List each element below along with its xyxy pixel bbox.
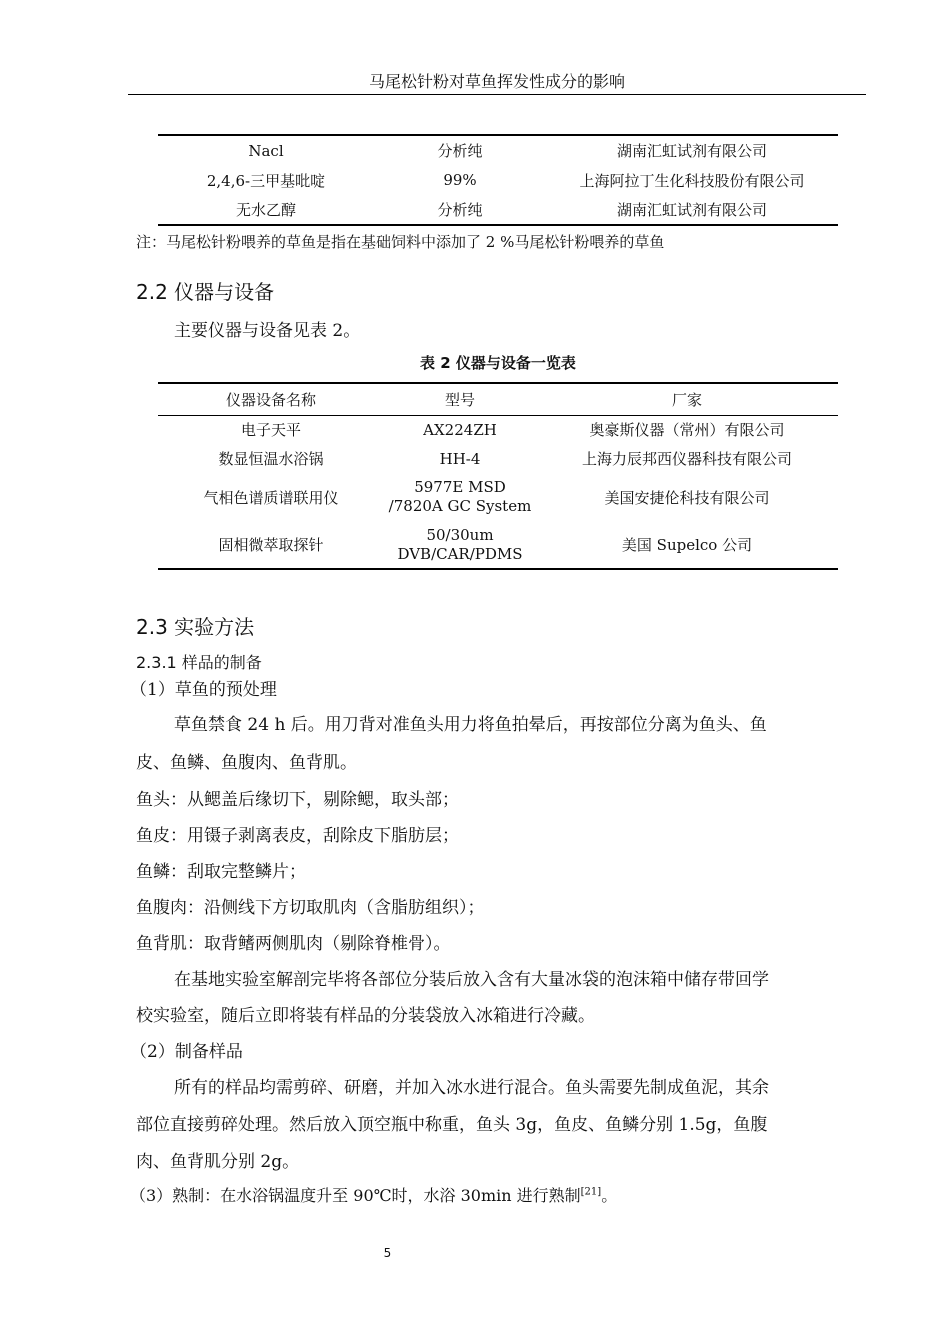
list-item: 鱼头：从鳃盖后缘切下，剔除鳃，取头部； — [136, 790, 459, 810]
equipment-model — [384, 521, 536, 569]
equipment-name: 数显恒温水浴锅 — [218, 450, 324, 468]
item-text-end: 。 — [601, 1186, 618, 1205]
reagent-name: 2,4,6-三甲基吡啶 — [206, 171, 326, 190]
column-header: 厂家 — [671, 390, 702, 409]
list-item: 鱼皮：用镊子剥离表皮，刮除皮下脂肪层； — [136, 826, 459, 846]
section-heading: 2.3 实验方法 — [136, 615, 255, 639]
paragraph: 部位直接剪碎处理。然后放入顶空瓶中称重，鱼头 3g，鱼皮、鱼鳞分别 1.5g，鱼腹 — [136, 1115, 768, 1135]
reagent-table — [158, 134, 838, 226]
table-row — [158, 165, 838, 195]
table-row — [158, 135, 838, 165]
equipment-maker: 奥豪斯仪器（常州）有限公司 — [589, 421, 785, 440]
table-row — [158, 521, 838, 569]
paragraph: 皮、鱼鳞、鱼腹肉、鱼背肌。 — [136, 753, 357, 773]
section-heading: 2.2 仪器与设备 — [136, 280, 275, 304]
list-item: （2）制备样品 — [130, 1042, 243, 1062]
equipment-name: 固相微萃取探针 — [218, 536, 324, 554]
subsection-heading: 2.3.1 样品的制备 — [136, 653, 262, 672]
page-number: 5 — [383, 1246, 392, 1260]
reagent-name: 无水乙醇 — [235, 201, 296, 219]
equipment-model — [384, 473, 536, 521]
citation: [21] — [580, 1186, 602, 1198]
model-line: 50/30um — [426, 525, 494, 544]
list-item — [130, 1183, 856, 1206]
page-header: 马尾松针粉对草鱼挥发性成分的影响 — [128, 72, 866, 95]
equipment-model: HH-4 — [439, 449, 481, 468]
paragraph: 主要仪器与设备见表 2。 — [174, 321, 361, 341]
item-text: （3）熟制：在水浴锅温度升至 90℃时，水浴 30min 进行熟制 — [130, 1186, 581, 1205]
reagent-supplier: 湖南汇虹试剂有限公司 — [616, 142, 767, 160]
paragraph: 在基地实验室解剖完毕将各部位分装后放入含有大量冰袋的泡沫箱中储存带回学 — [174, 970, 769, 990]
model-line: /7820A GC System — [388, 497, 532, 515]
equipment-maker: 上海力辰邦西仪器科技有限公司 — [581, 450, 792, 468]
paragraph: 草鱼禁食 24 h 后。用刀背对准鱼头用力将鱼拍晕后，再按部位分离为鱼头、鱼 — [174, 715, 767, 735]
table-row — [158, 195, 838, 225]
list-item: 鱼腹肉：沿侧线下方切取肌肉（含脂肪组织）； — [136, 898, 485, 918]
table-row — [158, 415, 838, 444]
model-line: DVB/CAR/PDMS — [397, 544, 523, 563]
paragraph: 校实验室，随后立即将装有样品的分装袋放入冰箱进行冷藏。 — [136, 1006, 595, 1026]
reagent-name: Nacl — [248, 141, 284, 160]
equipment-model: AX224ZH — [423, 420, 497, 439]
list-item: 鱼鳞：刮取完整鳞片； — [136, 862, 306, 882]
equipment-table — [158, 382, 838, 570]
equipment-name: 气相色谱质谱联用仪 — [203, 488, 339, 507]
reagent-grade: 99% — [443, 171, 477, 189]
model-line: 5977E MSD — [414, 478, 506, 496]
table-header-row — [158, 383, 838, 415]
table-row — [158, 473, 838, 521]
equipment-name: 电子天平 — [240, 421, 301, 440]
table-note: 注：马尾松针粉喂养的草鱼是指在基础饲料中添加了 2 %马尾松针粉喂养的草鱼 — [136, 233, 665, 251]
table-row — [158, 444, 838, 473]
reagent-grade: 分析纯 — [437, 142, 483, 160]
paragraph: 肉、鱼背肌分别 2g。 — [136, 1152, 300, 1172]
list-item: 鱼背肌：取背鳍两侧肌肉（剔除脊椎骨）。 — [136, 934, 451, 954]
column-header: 仪器设备名称 — [225, 390, 316, 409]
equipment-maker: 美国 Supelco 公司 — [621, 536, 753, 554]
reagent-supplier: 上海阿拉丁生化科技股份有限公司 — [579, 171, 805, 190]
list-item: （1）草鱼的预处理 — [130, 680, 277, 700]
table-caption: 表 2 仪器与设备一览表 — [420, 354, 576, 372]
column-header: 型号 — [444, 390, 475, 409]
equipment-maker: 美国安捷伦科技有限公司 — [604, 488, 770, 507]
reagent-supplier: 湖南汇虹试剂有限公司 — [616, 201, 767, 219]
paragraph: 所有的样品均需剪碎、研磨，并加入冰水进行混合。鱼头需要先制成鱼泥，其余 — [174, 1078, 769, 1098]
reagent-grade: 分析纯 — [437, 201, 483, 219]
